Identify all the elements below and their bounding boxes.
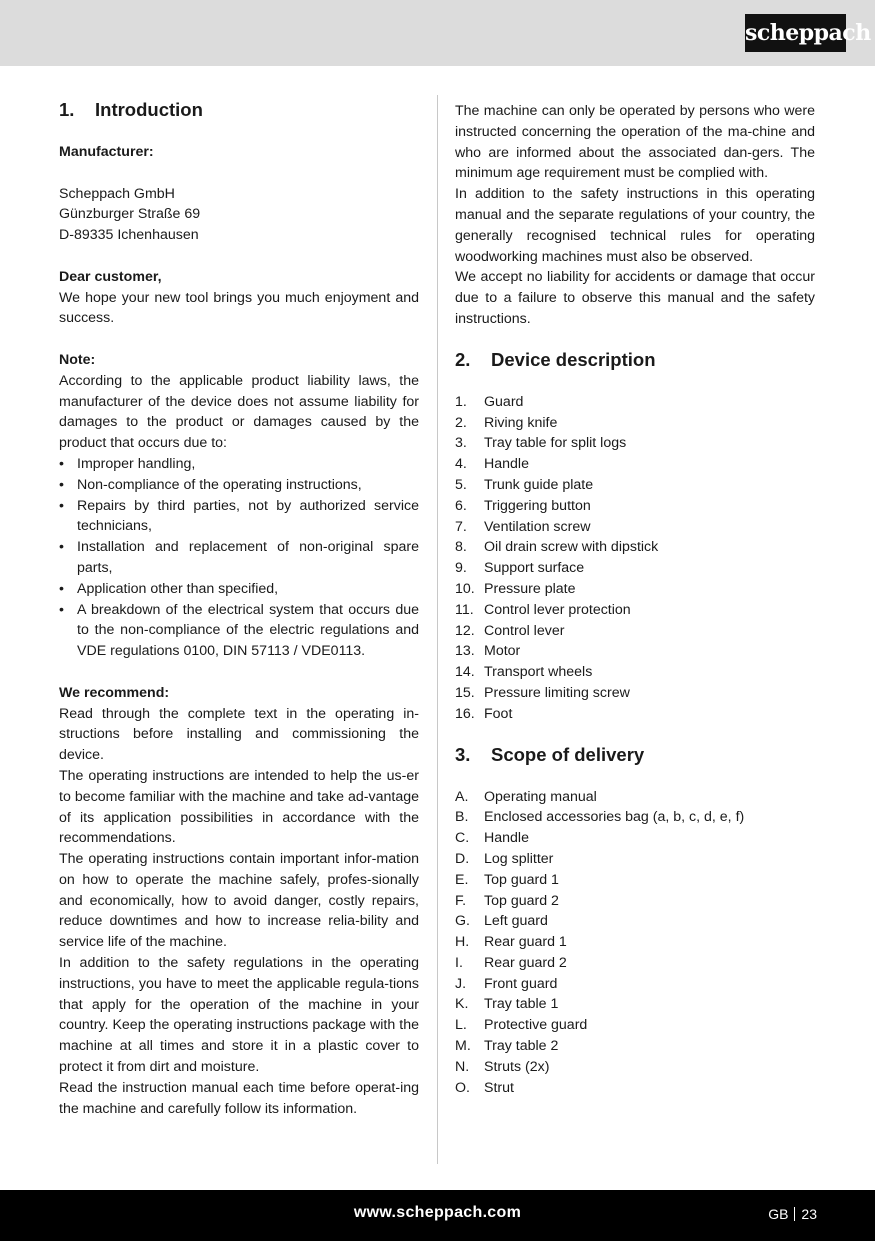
- list-item: [455, 392, 815, 413]
- address-line: D-89335 Ichenhausen: [59, 227, 199, 244]
- item-text: Operating manual: [484, 788, 597, 805]
- device-description-list: [455, 392, 815, 725]
- item-number: 8.: [455, 539, 467, 556]
- item-text: Rear guard 2: [484, 954, 567, 971]
- section-title-text: Scope of delivery: [491, 743, 645, 765]
- item-text: Foot: [484, 705, 513, 722]
- list-item: [455, 932, 815, 953]
- section-title-introduction: [59, 99, 419, 121]
- item-letter: E.: [455, 871, 469, 888]
- item-text: Tray table 2: [484, 1038, 559, 1055]
- section-title-device-description: [455, 349, 815, 371]
- list-item: • A breakdown of the electrical system that occurs due to the non-compliance of the electric regulations and VDE regulations 0100, DIN 57113 / VDE0113.: [59, 600, 419, 662]
- item-number: 11.: [455, 601, 474, 618]
- list-item: • Non-compliance of the operating instructions,: [59, 475, 419, 496]
- address-line: Günzburger Straße 69: [59, 206, 201, 223]
- item-text: Struts (2x): [484, 1058, 550, 1075]
- item-number: 16.: [455, 705, 475, 722]
- recommend-label: We recommend:: [59, 684, 170, 701]
- page-footer: [0, 1190, 875, 1241]
- list-item: [455, 953, 815, 974]
- item-text: Ventilation screw: [484, 518, 591, 535]
- recommend-paragraph: The operating instructions are intended to help the us-er to become familiar with the machine and take ad-vantage of its application possibilities in accordance with the recommendations.: [59, 767, 419, 847]
- list-item: [455, 662, 815, 683]
- list-item: [455, 870, 815, 891]
- list-item: [455, 579, 815, 600]
- list-item: [455, 496, 815, 517]
- left-column: [59, 99, 419, 1119]
- section-number: 2.: [455, 348, 471, 370]
- item-text: Riving knife: [484, 414, 558, 431]
- section-title-text: Introduction: [95, 99, 203, 120]
- list-item: • Improper handling,: [59, 454, 419, 475]
- item-text: Top guard 1: [484, 871, 559, 888]
- intro-paragraph: In addition to the safety instructions in this operating manual and the separate regulations of your country, the generally recognised technical rules for operating woodworking machines must also be observed.: [455, 186, 815, 265]
- list-item: [455, 433, 815, 454]
- intro-paragraph: The machine can only be operated by persons who were instructed concerning the operation of the ma-chine and who are informed about the associated dan-gers. The minimum age requirement must be complied with.: [455, 103, 815, 182]
- item-number: 12.: [455, 622, 475, 639]
- list-item: [455, 475, 815, 496]
- right-column: [455, 101, 815, 1098]
- item-number: 14.: [455, 664, 475, 681]
- item-text: Control lever protection: [484, 601, 631, 618]
- item-letter: J.: [455, 975, 467, 992]
- list-item: [455, 911, 815, 932]
- section-title-scope-of-delivery: [455, 744, 815, 766]
- item-letter: M.: [455, 1038, 471, 1055]
- item-letter: G.: [455, 913, 470, 930]
- section-title-text: Device description: [491, 348, 656, 370]
- item-letter: O.: [455, 1079, 470, 1096]
- item-text: Strut: [484, 1079, 514, 1096]
- item-letter: D.: [455, 850, 470, 867]
- list-item: [455, 1036, 815, 1057]
- scheppach-logo: scheppach: [745, 14, 846, 52]
- recommend-paragraph: Read the instruction manual each time before operat-ing the machine and carefully follow its information.: [59, 1079, 419, 1117]
- list-item: [455, 558, 815, 579]
- section-number: 1.: [59, 99, 75, 120]
- item-text: Tray table for split logs: [484, 435, 627, 452]
- item-text: Left guard: [484, 913, 548, 930]
- list-item: • Installation and replacement of non-original spare parts,: [59, 537, 419, 579]
- list-item: [455, 1078, 815, 1099]
- item-text: Transport wheels: [484, 664, 593, 681]
- address-line: Scheppach GmbH: [59, 185, 175, 202]
- item-text: Log splitter: [484, 850, 554, 867]
- recommend-paragraph: In addition to the safety regulations in the operating instructions, you have to meet the applicable regula-tions that apply for the operation of the machine in your country. Keep the operating instructions package with the machine at all times and store it in a plastic cover to protect it from dirt and moisture.: [59, 955, 419, 1076]
- list-item: • Application other than specified,: [59, 579, 419, 600]
- list-item: [455, 454, 815, 475]
- item-letter: C.: [455, 830, 470, 847]
- item-letter: F.: [455, 892, 467, 909]
- note-bullet-list: [59, 454, 419, 662]
- item-number: 1.: [455, 393, 467, 410]
- item-text: Support surface: [484, 560, 585, 577]
- item-text: Triggering button: [484, 497, 591, 514]
- item-number: 7.: [455, 518, 467, 535]
- manufacturer-label: Manufacturer:: [59, 144, 154, 160]
- page-indicator: [768, 1206, 817, 1222]
- section-number: 3.: [455, 743, 471, 765]
- item-text: Enclosed accessories bag (a, b, c, d, e, f): [484, 809, 745, 826]
- scope-of-delivery-list: [455, 787, 815, 1099]
- list-item: [455, 849, 815, 870]
- item-text: Guard: [484, 393, 524, 410]
- item-letter: K.: [455, 996, 469, 1013]
- list-item: [455, 600, 815, 621]
- list-item: [455, 994, 815, 1015]
- item-number: 4.: [455, 456, 467, 473]
- page-number: 23: [801, 1206, 817, 1222]
- list-item: [455, 621, 815, 642]
- list-item: • Repairs by third parties, not by authorized service technicians,: [59, 496, 419, 538]
- list-item: [455, 807, 815, 828]
- item-text: Protective guard: [484, 1017, 588, 1034]
- item-number: 3.: [455, 435, 467, 452]
- list-item: [455, 641, 815, 662]
- item-text: Front guard: [484, 975, 558, 992]
- item-letter: A.: [455, 788, 469, 805]
- item-letter: B.: [455, 809, 469, 826]
- list-item: [455, 1057, 815, 1078]
- item-text: Pressure limiting screw: [484, 684, 630, 701]
- recommend-paragraph: Read through the complete text in the operating in-structions before installing and commissioning the device.: [59, 705, 419, 764]
- website-link[interactable]: www.scheppach.com: [353, 1204, 522, 1221]
- item-number: 2.: [455, 414, 467, 431]
- note-label: Note:: [59, 351, 96, 368]
- list-item: [455, 828, 815, 849]
- list-item: [455, 974, 815, 995]
- list-item: [455, 704, 815, 725]
- recommend-paragraph: The operating instructions contain important infor-mation on how to operate the machine safely, profes-sionally and economically, how to avoid danger, costly repairs, reduce downtimes and how to increase relia-bility and service life of the machine.: [59, 851, 419, 951]
- list-item: [455, 891, 815, 912]
- intro-paragraph: We accept no liability for accidents or damage that occur due to a failure to observe this manual and the safety instructions.: [455, 269, 815, 327]
- list-item: [455, 517, 815, 538]
- note-text: According to the applicable product liability laws, the manufacturer of the device does not assume liability for damages to the product or damages caused by the product that occurs due to:: [59, 372, 419, 452]
- item-text: Trunk guide plate: [484, 476, 594, 493]
- item-text: Handle: [484, 830, 529, 847]
- list-item: [455, 413, 815, 434]
- item-text: Oil drain screw with dipstick: [484, 539, 659, 556]
- item-text: Motor: [484, 643, 521, 660]
- item-number: 6.: [455, 497, 467, 514]
- dear-customer-text: We hope your new tool brings you much enjoyment and success.: [59, 289, 419, 327]
- item-number: 10.: [455, 580, 475, 597]
- item-number: 13.: [455, 643, 475, 660]
- item-letter: H.: [455, 934, 470, 951]
- page-header: [0, 0, 875, 66]
- column-divider: [437, 95, 438, 1164]
- item-number: 15.: [455, 684, 475, 701]
- item-letter: N.: [455, 1058, 470, 1075]
- item-text: Pressure plate: [484, 580, 576, 597]
- item-text: Tray table 1: [484, 996, 559, 1013]
- item-text: Control lever: [484, 622, 565, 639]
- item-letter: L.: [455, 1017, 467, 1034]
- dear-customer-label: Dear customer,: [59, 268, 162, 285]
- item-letter: I.: [455, 954, 463, 971]
- item-number: 5.: [455, 476, 467, 493]
- page-separator: [794, 1207, 795, 1221]
- list-item: [455, 1015, 815, 1036]
- list-item: [455, 787, 815, 808]
- list-item: [455, 537, 815, 558]
- item-number: 9.: [455, 560, 467, 577]
- item-text: Top guard 2: [484, 892, 559, 909]
- item-text: Handle: [484, 456, 529, 473]
- language-code: GB: [768, 1206, 789, 1222]
- list-item: [455, 683, 815, 704]
- item-text: Rear guard 1: [484, 934, 567, 951]
